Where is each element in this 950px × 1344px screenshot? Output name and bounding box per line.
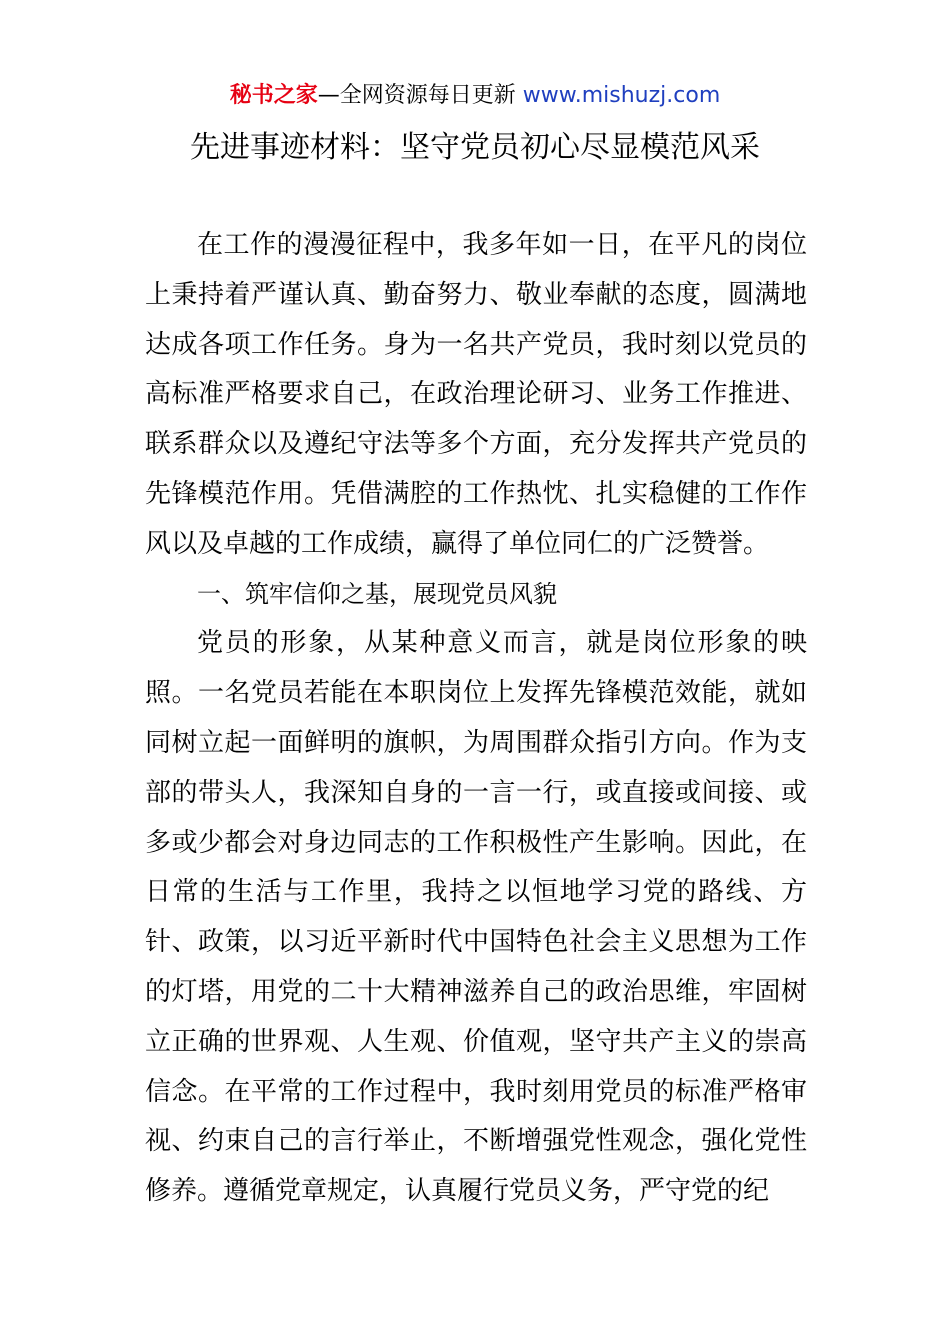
section-paragraph: 党员的形象，从某种意义而言，就是岗位形象的映照。一名党员若能在本职岗位上发挥先锋模范效能，就如同树立起一面鲜明的旗帜，为周围群众指引方向。作为支部的带头人，我深知自身的一言一行，或直接或间接、或多或少都会对身边同志的工作积极性产生影响。因此，在日常的生活与工作里，我持之以恒地学习党的路线、方针、政策，以习近平新时代中国特色社会主义思想为工作的灯塔，用党的二十大精神滋养自己的政治思维，牢固树立正确的世界观、人生观、价值观，坚守共产主义的崇高信念。在平常的工作过程中，我时刻用党员的标准严格审视、约束自己的言行举止，不断增强党性观念，强化党性修养。遵循党章规定，认真履行党员义务，严守党的纪 [145,628,807,1207]
site-url-link[interactable]: www.mishuzj.com [522,83,721,108]
document-body [145,221,807,1217]
brand-name: 秘书之家 [229,83,318,108]
intro-paragraph: 在工作的漫漫征程中，我多年如一日，在平凡的岗位上秉持着严谨认真、勤奋努力、敬业奉献的态度，圆满地达成各项工作任务。身为一名共产党员，我时刻以党员的高标准严格要求自己，在政治理论研习、业务工作推进、联系群众以及遵纪守法等多个方面，充分发挥共产党员的先锋模范作用。凭借满腔的工作热忱、扎实稳健的工作作风以及卓越的工作成绩，赢得了单位同仁的广泛赞誉。 [145,230,807,559]
document-title: 先进事迹材料：坚守党员初心尽显模范风采 [190,130,760,165]
site-header [0,80,950,112]
section-heading: 一、筑牢信仰之基，展现党员风貌 [197,579,557,608]
header-slogan: —全网资源每日更新 [317,83,523,108]
